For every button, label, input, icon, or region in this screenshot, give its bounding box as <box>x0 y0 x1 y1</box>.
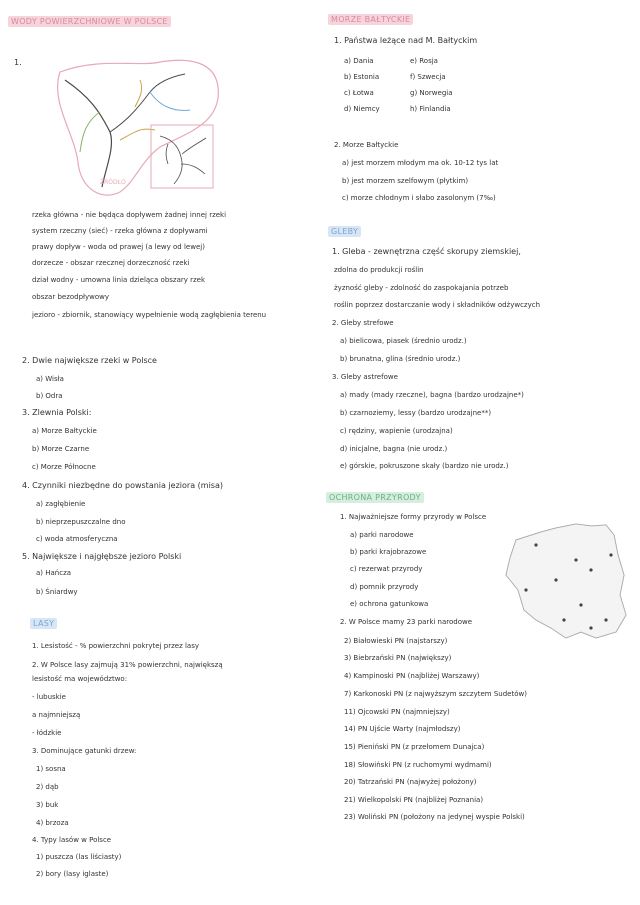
list-item: 3. Zlewnia Polski: <box>22 408 92 417</box>
list-item: - łódzkie <box>32 729 62 737</box>
list-item: zdolna do produkcji roślin <box>334 266 424 274</box>
list-item: 11) Ojcowski PN (najmniejszy) <box>344 708 450 716</box>
list-item: e) Rosja <box>410 57 438 65</box>
list-item: 1. Gleba - zewnętrzna część skorupy ziemskiej, <box>332 247 521 256</box>
list-item: b) brunatna, glina (średnio urodz.) <box>340 355 461 363</box>
heading-soils: GLEBY <box>328 226 361 237</box>
definition-item: obszar bezodpływowy <box>32 293 110 301</box>
list-item: d) Niemcy <box>344 105 380 113</box>
list-item: 1. Państwa leżące nad M. Bałtyckim <box>334 36 478 45</box>
list-item: a) zagłębienie <box>36 500 86 508</box>
list-item: b) Estonia <box>344 73 380 81</box>
list-item: b) parki krajobrazowe <box>350 548 427 556</box>
list-item: e) ochrona gatunkowa <box>350 600 429 608</box>
list-item: 1) puszcza (las liściasty) <box>36 853 122 861</box>
list-item: d) pomnik przyrody <box>350 583 419 591</box>
list-item: 2. Dwie największe rzeki w Polsce <box>22 356 157 365</box>
list-item: 3) Biebrzański PN (największy) <box>344 654 452 662</box>
list-item: 4. Typy lasów w Polsce <box>32 836 112 844</box>
list-item: 4. Czynniki niezbędne do powstania jeziora (misa) <box>22 481 223 490</box>
list-item: b) jest morzem szelfowym (płytkim) <box>342 177 469 185</box>
definition-item: jezioro - zbiornik, stanowiący wypełnienie wodą zagłębienia terenu <box>32 311 267 319</box>
list-item: b) Morze Czarne <box>32 445 90 453</box>
list-item: a) Wisła <box>36 375 64 383</box>
poland-map <box>496 520 636 645</box>
list-item: 2. Gleby strefowe <box>332 319 394 327</box>
list-item: 1) sosna <box>36 765 66 773</box>
list-item: c) woda atmosferyczna <box>36 535 118 543</box>
list-item: 1. Lesistość - % powierzchni pokrytej przez lasy <box>32 642 199 650</box>
list-item: b) nieprzepuszczalne dno <box>36 518 126 526</box>
list-item: b) Śniardwy <box>36 588 78 596</box>
list-item: b) czarnoziemy, lessy (bardzo urodzajne**) <box>340 409 492 417</box>
heading-surface-waters: WODY POWIERZCHNIOWE W POLSCE <box>8 16 171 27</box>
list-item: 2. W Polsce mamy 23 parki narodowe <box>340 618 473 626</box>
heading-nature-protection: OCHRONA PRZYRODY <box>326 492 424 503</box>
list-item: 2) Białowieski PN (najstarszy) <box>344 637 448 645</box>
list-item: 4) Kampinoski PN (najbliżej Warszawy) <box>344 672 480 680</box>
section-number: 1. <box>14 58 22 67</box>
definition-item: prawy dopływ - woda od prawej (a lewy od lewej) <box>32 243 205 251</box>
definition-item: rzeka główna - nie będąca dopływem żadnej innej rzeki <box>32 211 227 219</box>
list-item: 21) Wielkopolski PN (najbliżej Poznania) <box>344 796 484 804</box>
list-item: 23) Woliński PN (położony na jedynej wyspie Polski) <box>344 813 525 821</box>
list-item: a najmniejszą <box>32 711 81 719</box>
list-item: a) bielicowa, piasek (średnio urodz.) <box>340 337 467 345</box>
list-item: b) Odra <box>36 392 63 400</box>
map-label: ŹRÓDŁO <box>100 179 126 186</box>
heading-forests: LASY <box>30 618 57 629</box>
list-item: c) Morze Północne <box>32 463 96 471</box>
list-item: 20) Tatrzański PN (najwyżej położony) <box>344 778 477 786</box>
list-item: 7) Karkonoski PN (z najwyższym szczytem Sudetów) <box>344 690 527 698</box>
list-item: 2. W Polsce lasy zajmują 31% powierzchni, największą <box>32 661 223 669</box>
list-item: - lubuskie <box>32 693 66 701</box>
list-item: a) parki narodowe <box>350 531 414 539</box>
list-item: 2. Morze Bałtyckie <box>334 141 399 149</box>
list-item: a) mady (mady rzeczne), bagna (bardzo urodzajne*) <box>340 391 524 399</box>
definition-item: dorzecze - obszar rzecznej dorzeczność rzeki <box>32 259 190 267</box>
list-item: roślin poprzez dostarczanie wody i składników odżywczych <box>334 301 541 309</box>
list-item: 3. Dominujące gatunki drzew: <box>32 747 137 755</box>
list-item: d) inicjalne, bagna (nie urodz.) <box>340 445 448 453</box>
list-item: żyzność gleby - zdolność do zaspokajania potrzeb <box>334 284 509 292</box>
heading-baltic-sea: MORZE BAŁTYCKIE <box>328 14 413 25</box>
list-item: lesistość ma województwo: <box>32 675 128 683</box>
list-item: 3. Gleby astrefowe <box>332 373 398 381</box>
list-item: c) Łotwa <box>344 89 374 97</box>
list-item: a) Morze Bałtyckie <box>32 427 97 435</box>
list-item: 18) Słowiński PN (z ruchomymi wydmami) <box>344 761 492 769</box>
definition-item: dział wodny - umowna linia dzieląca obszary rzek <box>32 276 206 284</box>
definition-item: system rzeczny (sieć) - rzeka główna z dopływami <box>32 227 208 235</box>
list-item: c) rezerwat przyrody <box>350 565 423 573</box>
list-item: 2) dąb <box>36 783 59 791</box>
list-item: e) górskie, pokruszone skały (bardzo nie urodz.) <box>340 462 509 470</box>
list-item: 2) bory (lasy iglaste) <box>36 870 109 878</box>
list-item: 14) PN Ujście Warty (najmłodszy) <box>344 725 461 733</box>
list-item: g) Norwegia <box>410 89 453 97</box>
list-item: a) Hańcza <box>36 569 72 577</box>
list-item: c) rędziny, wapienie (urodzajna) <box>340 427 453 435</box>
list-item: 3) buk <box>36 801 59 809</box>
list-item: h) Finlandia <box>410 105 451 113</box>
list-item: c) morze chłodnym i słabo zasolonym (7‰) <box>342 194 496 202</box>
list-item: a) jest morzem młodym ma ok. 10-12 tys lat <box>342 159 499 167</box>
basin-inset-sketch <box>150 124 215 190</box>
list-item: 15) Pieniński PN (z przełomem Dunajca) <box>344 743 485 751</box>
list-item: a) Dania <box>344 57 374 65</box>
list-item: 5. Największe i najgłębsze jezioro Polski <box>22 552 182 561</box>
list-item: 1. Najważniejsze formy przyrody w Polsce <box>340 513 487 521</box>
list-item: 4) brzoza <box>36 819 69 827</box>
list-item: f) Szwecja <box>410 73 446 81</box>
